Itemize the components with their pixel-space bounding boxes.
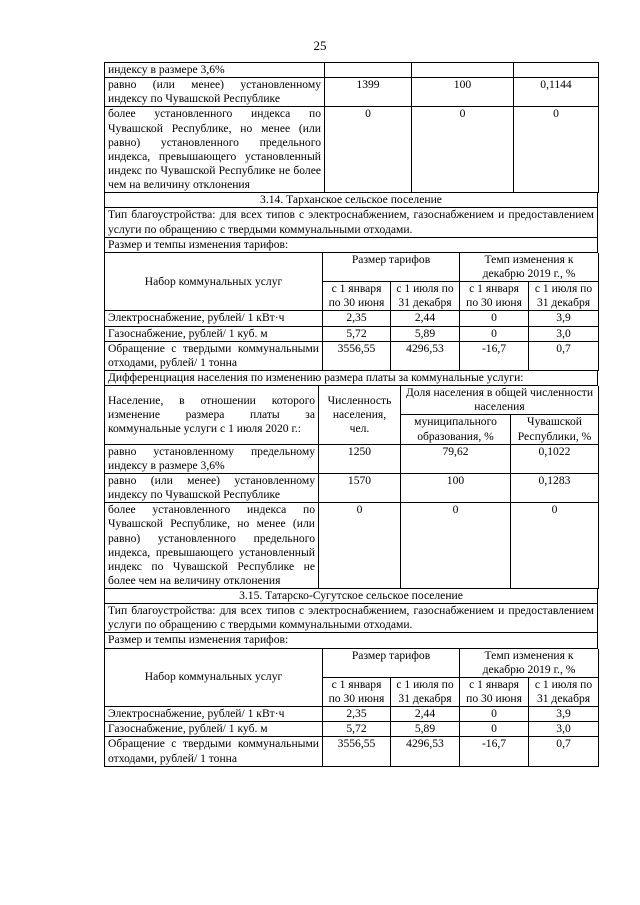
cell-count (325, 63, 412, 78)
tariff-value: 4296,53 (391, 341, 460, 370)
cell-count: 0 (319, 503, 401, 589)
tariff-value: 3556,55 (323, 341, 391, 370)
service-name: Обращение с твердыми коммунальными отходами, рублей/ 1 тонна (105, 341, 323, 370)
table-row (105, 341, 599, 370)
tariff-value: 2,44 (391, 311, 460, 326)
table-header-row (105, 386, 599, 415)
header-period: с 1 января по 30 июня (460, 282, 529, 311)
service-name: Электроснабжение, рублей/ 1 кВт·ч (105, 311, 323, 326)
cell-republic (514, 63, 599, 78)
header-share: Доля населения в общей численности населения (401, 386, 599, 415)
row-label: равно (или менее) установленному индексу по Чувашской Республике (105, 78, 325, 107)
cell-count: 1570 (319, 473, 401, 502)
header-size: Размер тарифов (323, 253, 460, 282)
header-period: с 1 января по 30 июня (323, 677, 391, 706)
top-differentiation-table (104, 62, 599, 193)
cell-municipal: 0 (412, 107, 514, 193)
tariffs-table (104, 253, 599, 371)
header-period: с 1 июля по 31 декабря (391, 282, 460, 311)
tariffs-table (104, 649, 599, 767)
row-label: индексу в размере 3,6% (105, 63, 325, 78)
header-period: с 1 января по 30 июня (323, 282, 391, 311)
rate-value: 0,7 (529, 737, 599, 766)
header-period: с 1 июля по 31 декабря (391, 677, 460, 706)
section-title: 3.15. Татарско-Сугутское сельское поселение (104, 589, 598, 604)
row-label: равно установленному предельному индексу в размере 3,6% (105, 444, 319, 473)
service-name: Газоснабжение, рублей/ 1 куб. м (105, 326, 323, 341)
tariff-value: 5,72 (323, 722, 391, 737)
header-period: с 1 июля по 31 декабря (529, 282, 599, 311)
page-number: 25 (313, 38, 327, 53)
tariff-value: 5,72 (323, 326, 391, 341)
tariff-value: 2,35 (323, 707, 391, 722)
header-services: Набор коммунальных услуг (105, 253, 323, 311)
table-row (105, 78, 599, 107)
tariff-value: 2,35 (323, 311, 391, 326)
header-period: с 1 июля по 31 декабря (529, 677, 599, 706)
header-rate: Темп изменения к декабрю 2019 г., % (460, 253, 599, 282)
rate-value: 0 (460, 707, 529, 722)
table-row (105, 473, 599, 502)
row-label: равно (или менее) установленному индексу по Чувашской Республике (105, 473, 319, 502)
table-row (105, 444, 599, 473)
header-rate: Темп изменения к декабрю 2019 г., % (460, 649, 599, 678)
table-row (105, 63, 599, 78)
cell-count: 0 (325, 107, 412, 193)
cell-republic: 0,1283 (511, 473, 599, 502)
header-count: Численность населения, чел. (319, 386, 401, 444)
rate-value: 3,0 (529, 326, 599, 341)
cell-municipal: 100 (401, 473, 511, 502)
rate-value: 3,9 (529, 311, 599, 326)
section-title: 3.14. Тарханское сельское поселение (104, 193, 598, 208)
rate-value: 3,9 (529, 707, 599, 722)
document-sheet (104, 62, 598, 767)
tariff-value: 4296,53 (391, 737, 460, 766)
cell-republic: 0,1022 (511, 444, 599, 473)
cell-count: 1399 (325, 78, 412, 107)
cell-municipal: 79,62 (401, 444, 511, 473)
header-republic: Чувашской Республики, % (511, 415, 599, 444)
service-name: Электроснабжение, рублей/ 1 кВт·ч (105, 707, 323, 722)
rate-value: -16,7 (460, 737, 529, 766)
header-size: Размер тарифов (323, 649, 460, 678)
rate-value: 3,0 (529, 722, 599, 737)
cell-municipal (412, 63, 514, 78)
table-row (105, 311, 599, 326)
table-row (105, 326, 599, 341)
table-row (105, 737, 599, 766)
table-header-row (105, 649, 599, 678)
table-row (105, 107, 599, 193)
cell-municipal: 100 (412, 78, 514, 107)
header-municipal: муниципального образования, % (401, 415, 511, 444)
header-population: Население, в отношении которого изменение размера платы за коммунальные услуги с 1 июля 2020 г.: (105, 386, 319, 444)
rate-value: 0 (460, 722, 529, 737)
row-label: более установленного индекса по Чувашской Республике, но менее (или равно) установленного предельного индекса, превышающего установленный индекс по Чувашской Республике не более чем на величину отклонения (105, 107, 325, 193)
improvement-type: Тип благоустройства: для всех типов с электроснабжением, газоснабжением и предоставлением услуги по обращению с твердыми коммунальными отходами. (104, 604, 598, 633)
cell-republic: 0 (514, 107, 599, 193)
service-name: Газоснабжение, рублей/ 1 куб. м (105, 722, 323, 737)
table-row (105, 503, 599, 589)
tariff-value: 5,89 (391, 722, 460, 737)
header-period: с 1 января по 30 июня (460, 677, 529, 706)
rate-value: 0,7 (529, 341, 599, 370)
row-label: более установленного индекса по Чувашской Республике, но менее (или равно) установленного предельного индекса, превышающего установленный индекс по Чувашской Республике не более чем на величину отклонения (105, 503, 319, 589)
tariffs-caption: Размер и темпы изменения тарифов: (104, 633, 598, 648)
tariff-value: 5,89 (391, 326, 460, 341)
rate-value: -16,7 (460, 341, 529, 370)
rate-value: 0 (460, 326, 529, 341)
rate-value: 0 (460, 311, 529, 326)
table-row (105, 707, 599, 722)
cell-count: 1250 (319, 444, 401, 473)
cell-republic: 0,1144 (514, 78, 599, 107)
service-name: Обращение с твердыми коммунальными отходами, рублей/ 1 тонна (105, 737, 323, 766)
cell-municipal: 0 (401, 503, 511, 589)
table-row (105, 722, 599, 737)
table-header-row (105, 253, 599, 282)
tariff-value: 3556,55 (323, 737, 391, 766)
differentiation-table (104, 386, 599, 589)
differentiation-caption: Дифференциация населения по изменению размера платы за коммунальные услуги: (104, 371, 598, 386)
tariff-value: 2,44 (391, 707, 460, 722)
cell-republic: 0 (511, 503, 599, 589)
tariffs-caption: Размер и темпы изменения тарифов: (104, 238, 598, 253)
improvement-type: Тип благоустройства: для всех типов с электроснабжением, газоснабжением и предоставлением услуги по обращению с твердыми коммунальными отходами. (104, 208, 598, 237)
header-services: Набор коммунальных услуг (105, 649, 323, 707)
